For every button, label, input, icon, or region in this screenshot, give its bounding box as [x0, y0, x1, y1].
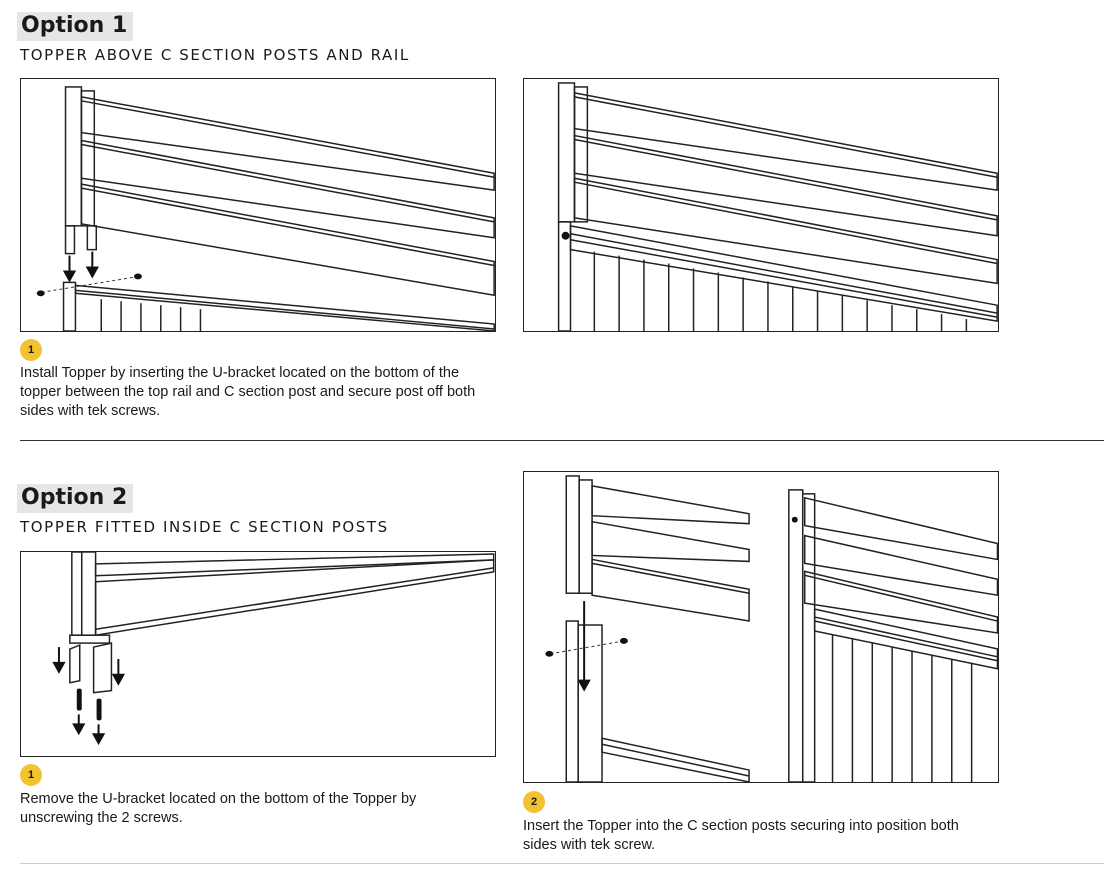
- topper-installed-illustration: [524, 79, 998, 331]
- section-divider: [20, 440, 1104, 441]
- arrow-down-icon: [65, 252, 98, 281]
- screw-icon: [562, 232, 570, 240]
- step-badge-2: 2: [523, 791, 545, 813]
- insert-topper-illustration: [524, 472, 998, 782]
- remove-bracket-illustration: [21, 552, 495, 756]
- option2-diagram-remove-bracket: [20, 551, 496, 757]
- option2-diagram-insert-topper: [523, 471, 999, 783]
- option1-title: Option 1: [17, 12, 133, 41]
- step-badge-1: 1: [20, 764, 42, 786]
- option1-diagram-insert-topper: [20, 78, 496, 332]
- option2-step1-text: Remove the U-bracket located on the bottom of the Topper by unscrewing the 2 screws.: [20, 791, 417, 826]
- arrow-down-icon: [54, 647, 123, 743]
- screw-icon: [77, 689, 102, 721]
- screw-icon: [37, 273, 142, 296]
- arrow-down-icon: [579, 601, 589, 689]
- step-badge-1: 1: [20, 339, 42, 361]
- bottom-divider: [20, 863, 1104, 864]
- topper-install-illustration: [21, 79, 495, 331]
- option1-diagram-installed: [523, 78, 999, 332]
- option2-subtitle: TOPPER FITTED INSIDE C SECTION POSTS: [20, 518, 389, 536]
- option1-subtitle: TOPPER ABOVE C SECTION POSTS AND RAIL: [20, 46, 410, 64]
- option1-step1-text: Install Topper by inserting the U-bracket located on the bottom of the topper between the top rail and C section post and secure post off both sides with tek screws.: [20, 365, 476, 419]
- option2-step2-text: Insert the Topper into the C section posts securing into position both sides with tek screw.: [523, 818, 959, 853]
- option2-title: Option 2: [17, 484, 133, 513]
